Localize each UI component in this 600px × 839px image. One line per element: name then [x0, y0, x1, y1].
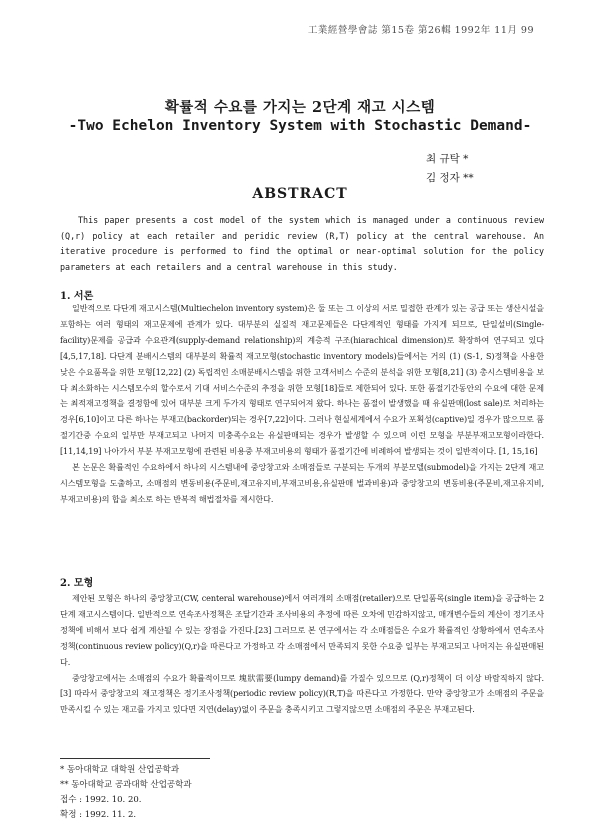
paper-title-korean: 확률적 수요를 가지는 2단계 재고 시스템 — [164, 99, 436, 116]
paragraph: 제안된 모형은 하나의 중앙창고(CW, centeral warehouse)에서 여러개의 소매점(retailer)으로 단일품목(single item)을 공급하는 2단계 재고시스템이다. 일반적으로 연속조사정책은 조달기간과 조사비용의 추정에 따른 오차에 민감하지않고, 매개변수들의 계산이 정기조사정책에 비해서 보다 쉽게 계산될 수 있는 장점을 가진다.[23] 그러므로 본 연구에서는 각 소매점들은 수요가 확률적인 상황하에서 연속조사정책(continuous review policy)(Q,r)을 따른다고 가정하고 각 소매점에서 만족되지 못한 수요중 일부는 부재고되고 나머지는 유실판매된다. — [60, 593, 544, 667]
abstract-text: This paper presents a cost model of the system which is managed under a continuous review (Q,r) policy at each retailer and peridic review (R,T) policy at the central warehouse. An iterative procedure is performed to find the optimal or near-optimal solution for the policy parameters at each retailers and a central warehouse in this study. — [60, 215, 544, 272]
section-body-model — [60, 591, 544, 718]
author-1: 최 규탁 * — [426, 153, 469, 165]
footnote-accepted-date: 확정 : 1992. 11. 2. — [60, 810, 137, 820]
paragraph: 일반적으로 다단계 재고시스템(Multiechelon inventory system)은 둘 또는 그 이상의 서로 밀접한 관계가 있는 공급 또는 생산시설을 포함하는 여러 형태의 재고문제에 관계가 있다. 대부분의 실질적 재고문제들은 다단계적인 형태를 가지게 되므로, 단일설비(Single-facility)문제를 공급과 수요관계(supply-demand relationship)의 계층적 구조(hiarachical dimension)로 확장하여 연구되고 있다[4,5,17,18]. 다단계 분배시스템의 대부분의 확률적 재고모형(stochastic inventory models)들에서는 거의 (1) (S-1, S)정책을 사용한 낮은 수요품목을 위한 모형[12,22] (2) 독립적인 소매분배시스템을 위한 고객서비스 수준의 분석을 위한 모형[8,21] (3) 총시스템비용을 보다 최소화하는 시스템모수의 할수로서 기대 서비스수준의 추정을 위한 모형[18]들로 제한되어 있다. 또한 품절기간동안의 수요에 대한 문제는 최적재고정책을 결정함에 있어 대부분 크게 두가지 형태로 연구되어져 왔다. 하나는 품절이 발생했을 때 유실판매(lost sale)로 처리하는 경우[6,10]이고 다른 하나는 부재고(backorder)되는 경우[7,22]이다. 그러나 현실세계에서 수요가 포획성(captive)일 경우가 많으므로 품절기간중 수요의 일부만 부재고되고 나머지 미충족수요는 유실판매되는 경우가 발생할 수 있으며 이런 모형을 부분부재고모형이라한다.[11,14,19] 나아가서 부분 부재고모형에 관련된 비용중 부재고비용의 형태가 품절기간에 비례하여 발생되는 것이 일반적이다. [1, 15,16] — [60, 303, 544, 457]
paragraph: 본 논문은 확률적인 수요하에서 하나의 시스템내에 중앙창고와 소매점들로 구분되는 두개의 부분모델(submodel)을 가지는 2단계 재고시스템모형을 도출하고, 소매점의 변동비용(주문비,재고유지비,부재고비용,유실판매 벌과비용)과 중앙창고의 변동비용(주문비,재고유지비,부재고비용)의 합을 최소로 하는 반복적 해법절차를 제시한다. — [60, 462, 544, 504]
footnote-affiliation-2: ** 동아대학교 공과대학 산업공학과 — [60, 780, 192, 790]
footnote-divider — [60, 758, 210, 759]
section-heading-model: 2. 모형 — [60, 578, 94, 589]
paper-title-english: -Two Echelon Inventory System with Stochastic Demand- — [68, 118, 532, 134]
section-body-introduction — [60, 301, 544, 508]
paragraph: 중앙창고에서는 소매점의 수요가 확률적이므로 塊狀需要(lumpy demand)를 가질수 있으므로 (Q,r)정책이 더 이상 바람직하지 않다.[3] 따라서 중앙창고의 재고정책은 정기조사정책(periodic review policy)(R,T)을 따른다고 가정한다. 만약 중앙창고가 소매점의 주문을 만족시킬 수 있는 재고를 가지고 있다면 지연(delay)없이 주문을 충족시키고 그렇지않으면 소매점의 주문은 부재고된다. — [60, 672, 544, 715]
footnote-affiliation-1: * 동아대학교 대학원 산업공학과 — [60, 765, 180, 775]
author-2: 김 정자 ** — [426, 172, 474, 184]
section-heading-introduction: 1. 서론 — [60, 291, 94, 302]
footnotes — [60, 763, 192, 823]
footnote-received-date: 접수 : 1992. 10. 20. — [60, 795, 142, 805]
abstract-heading: ABSTRACT — [252, 186, 348, 202]
running-head: 工業經營學會誌 第15卷 第26輯 1992年 11月 99 — [307, 25, 534, 36]
abstract-body — [60, 213, 544, 275]
